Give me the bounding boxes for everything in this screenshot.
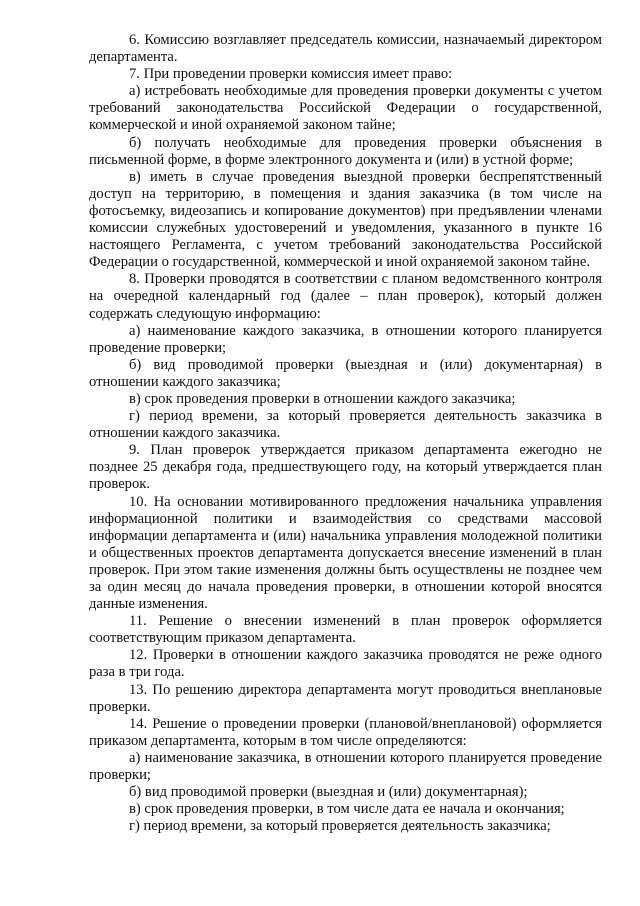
- paragraph-7: 7. При проведении проверки комиссия имеет право:: [129, 66, 453, 83]
- paragraph-7-b: б) получать необходимые для проведения проверки объяснения в письменной форме, в форме электронного документа и (или) в устной форме;: [89, 134, 602, 168]
- paragraph-13: 13. По решению директора департамента могут проводиться внеплановые проверки.: [89, 681, 602, 715]
- paragraph-14-a: а) наименование заказчика, в отношении которого планируется проведение проверки;: [89, 749, 602, 784]
- paragraph-14-g: г) период времени, за который проверяется деятельность заказчика;: [129, 818, 551, 835]
- paragraph-8-b: б) вид проводимой проверки (выездная и (или) документарная) в отношении каждого заказчика;: [89, 356, 602, 390]
- paragraph-14-b: б) вид проводимой проверки (выездная и (или) документарная);: [129, 784, 528, 801]
- paragraph-8: 8. Проверки проводятся в соответствии с планом ведомственного контроля на очередной календарный год (далее – план проверок), который должен содержать следующую информацию:: [89, 271, 602, 322]
- paragraph-12: 12. Проверки в отношении каждого заказчика проводятся не реже одного раза в три года.: [89, 647, 602, 681]
- paragraph-14: 14. Решение о проведении проверки (плановой/внеплановой) оформляется приказом департамента, которым в том числе определяются:: [89, 715, 602, 749]
- paragraph-10: 10. На основании мотивированного предложения начальника управления информационной политики и взаимодействия со средствами массовой информации департамента и (или) начальника управления молодежной политики и общественных проектов департамента допускается внесение изменений в план проверок. При этом такие изменения должны быть осуществлены не позднее чем за один месяц до начала проведения проверки, в отношении которой вносятся данные изменения.: [89, 493, 602, 613]
- paragraph-8-v: в) срок проведения проверки в отношении каждого заказчика;: [129, 390, 516, 407]
- paragraph-6: 6. Комиссию возглавляет председатель комиссии, назначаемый директором департамента.: [89, 32, 602, 66]
- paragraph-7-v: в) иметь в случае проведения выездной проверки беспрепятственный доступ на территорию, в помещения и здания заказчика (в том числе на фотосъемку, видеозапись и копирование документов) при предъявлении членами комиссии служебных удостоверений и уведомления, указанного в пункте 16 настоящего Регламента, с учетом требований законодательства Российской Федерации о государственной, коммерческой и иной охраняемой законом тайне.: [89, 168, 602, 271]
- paragraph-8-a: а) наименование каждого заказчика, в отношении которого планируется проведение проверки;: [89, 322, 602, 356]
- paragraph-8-g: г) период времени, за который проверяется деятельность заказчика в отношении каждого заказчика.: [89, 408, 602, 442]
- paragraph-14-v: в) срок проведения проверки, в том числе дата ее начала и окончания;: [129, 801, 565, 818]
- paragraph-7-a: а) истребовать необходимые для проведения проверки документы с учетом требований законодательства Российской Федерации о государственной, коммерческой и иной охраняемой законом тайне;: [89, 83, 602, 134]
- paragraph-9: 9. План проверок утверждается приказом департамента ежегодно не позднее 25 декабря года, предшествующего году, на который утверждается план проверок.: [89, 442, 602, 493]
- paragraph-11: 11. Решение о внесении изменений в план проверок оформляется соответствующим приказом департамента.: [89, 613, 602, 647]
- document-body: [89, 32, 602, 835]
